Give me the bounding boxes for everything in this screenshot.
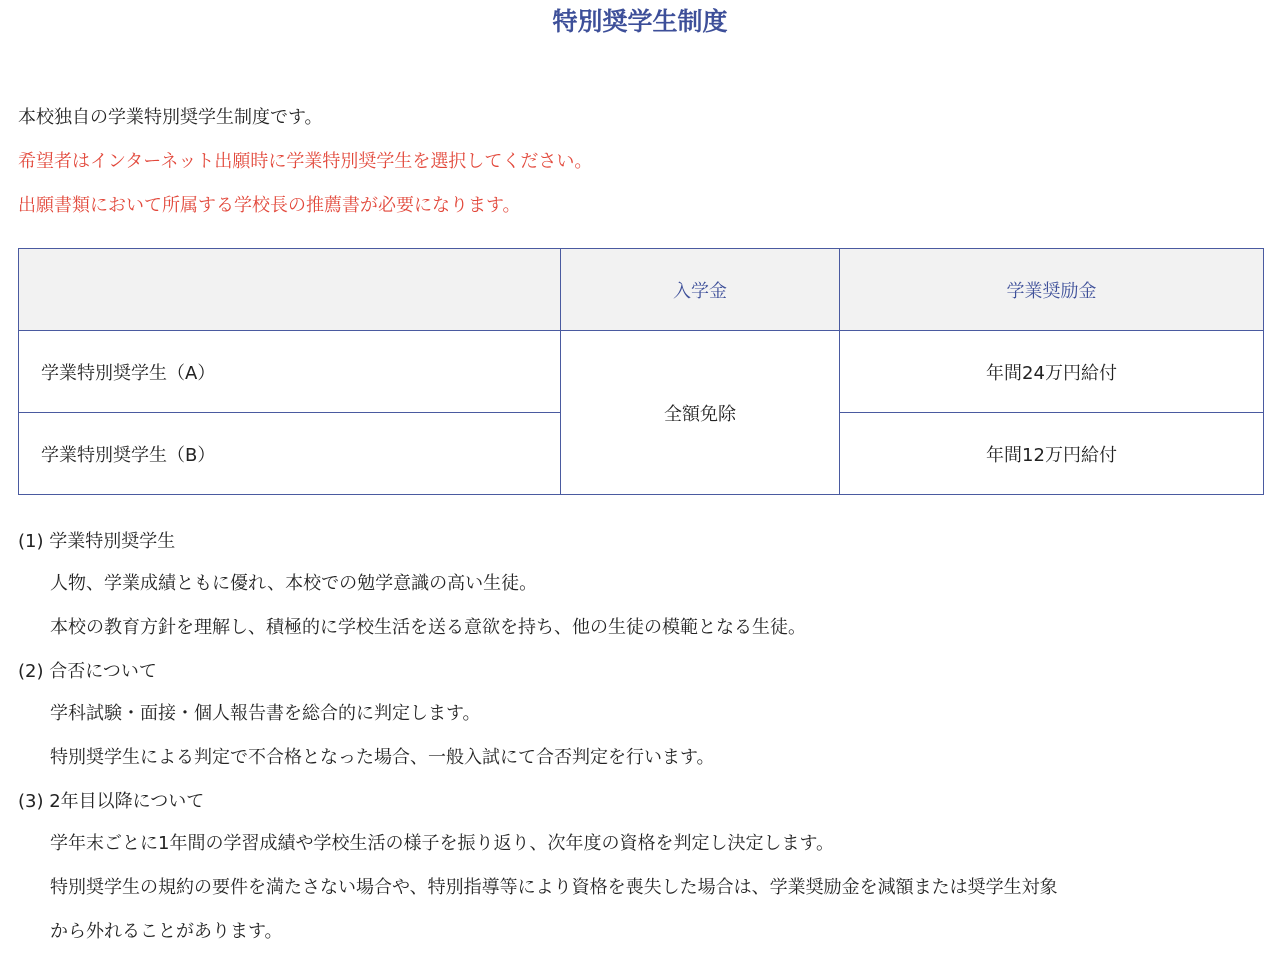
section-line: 学科試験・面接・個人報告書を総合的に判定します。 [50, 703, 481, 724]
section-line: 学年末ごとに1年間の学習成績や学校生活の様子を振り返り、次年度の資格を判定し決定します。 [50, 833, 835, 854]
table-row [19, 331, 1264, 413]
section-line: 人物、学業成績ともに優れ、本校での勉学意識の高い生徒。 [50, 573, 538, 594]
section [18, 522, 1268, 650]
intro-notice-line: 希望者はインターネット出願時に学業特別奨学生を選択してください。 [18, 151, 593, 172]
table-header-row [19, 249, 1264, 331]
admission-fee-cell: 全額免除 [561, 331, 840, 495]
table-header-admission-fee: 入学金 [561, 249, 840, 331]
section-heading: (2) 合否について [18, 661, 157, 682]
section [18, 652, 1268, 780]
section-heading: (1) 学業特別奨学生 [18, 531, 176, 552]
intro-line: 本校独自の学業特別奨学生制度です。 [18, 107, 323, 128]
section-heading: (3) 2年目以降について [18, 791, 205, 812]
section-line: 本校の教育方針を理解し、積極的に学校生活を送る意欲を持ち、他の生徒の模範となる生徒。 [50, 617, 806, 638]
section-line: から外れることがあります。 [50, 921, 283, 942]
section-body [18, 692, 1268, 780]
page-title: 特別奨学生制度 [552, 7, 728, 36]
table-header-empty [19, 249, 561, 331]
section-body [18, 562, 1268, 650]
section [18, 782, 1268, 954]
row-label: 学業特別奨学生（A） [19, 331, 561, 413]
award-cell: 年間12万円給付 [840, 413, 1264, 495]
notes [18, 522, 1268, 954]
intro [18, 96, 592, 228]
intro-notice-line: 出願書類において所属する学校長の推薦書が必要になります。 [18, 195, 521, 216]
table-header-scholarship-grant: 学業奨励金 [840, 249, 1264, 331]
section-line: 特別奨学生による判定で不合格となった場合、一般入試にて合否判定を行います。 [50, 747, 715, 768]
row-label: 学業特別奨学生（B） [19, 413, 561, 495]
award-cell: 年間24万円給付 [840, 331, 1264, 413]
section-body [18, 822, 1268, 954]
scholarship-table [18, 248, 1264, 495]
section-line: 特別奨学生の規約の要件を満たさない場合や、特別指導等により資格を喪失した場合は、学業奨励金を減額または奨学生対象 [50, 877, 1058, 898]
